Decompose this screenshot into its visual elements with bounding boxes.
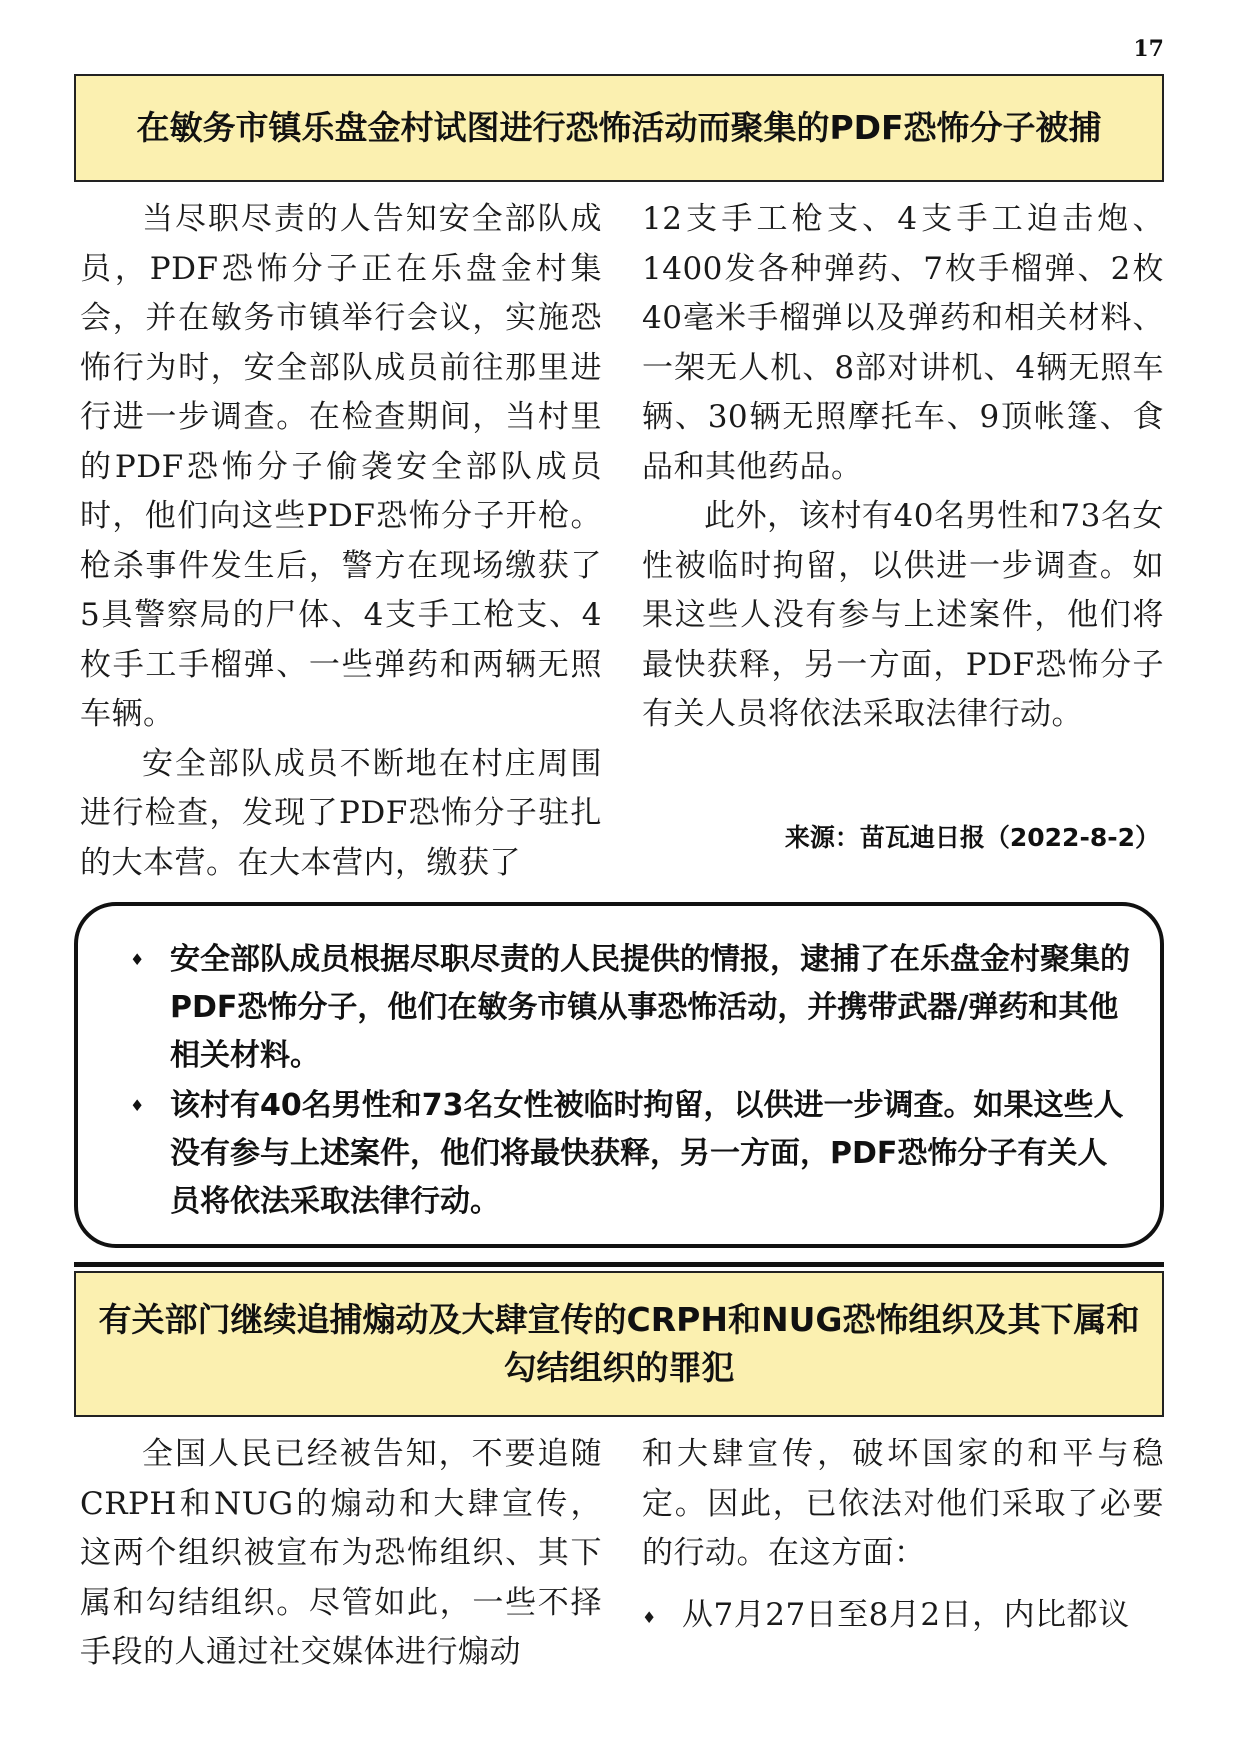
- article-headline: [74, 74, 1164, 182]
- list-item: [642, 1591, 1164, 1641]
- diamond-bullet-icon: ♦: [642, 1607, 657, 1627]
- summary-box: [74, 902, 1164, 1248]
- summary-item-text: 安全部队成员根据尽职尽责的人民提供的情报，逮捕了在乐盘金村聚集的PDF恐怖分子，他们在敏务市镇从事恐怖活动，并携带武器/弹药和其他相关材料。: [170, 942, 1130, 1073]
- paragraph: 当尽职尽责的人告知安全部队成员，PDF恐怖分子正在乐盘金村集会，并在敏务市镇举行会议，实施恐怖行为时，安全部队成员前往那里进行进一步调查。在检查期间，当村里的PDF恐怖分子偷袭安全部队成员时，他们向这些PDF恐怖分子开枪。枪杀事件发生后，警方在现场缴获了5具警察局的尸体、4支手工枪支、4枚手工手榴弹、一些弹药和两辆无照车辆。: [80, 201, 602, 732]
- diamond-bullet-icon: ♦: [130, 1096, 145, 1115]
- diamond-bullet-icon: ♦: [130, 950, 145, 969]
- list-item-text: 从7月27日至8月2日，内比都议: [682, 1596, 1130, 1633]
- paragraph: 安全部队成员不断地在村庄周围进行检查，发现了PDF恐怖分子驻扎的大本营。在大本营内，缴获了: [80, 745, 602, 881]
- headline-text: 有关部门继续追捕煽动及大肆宣传的CRPH和NUG恐怖组织及其下属和勾结组织的罪犯: [98, 1300, 1140, 1387]
- page-number: 17: [1133, 36, 1164, 62]
- source-citation: 来源：苗瓦迪日报（2022-8-2）: [784, 823, 1160, 852]
- paragraph: 12支手工枪支、4支手工迫击炮、1400发各种弹药、7枚手榴弹、2枚40毫米手榴弹以及弹药和相关材料、一架无人机、8部对讲机、4辆无照车辆、30辆无照摩托车、9顶帐篷、食品和其他药品。: [642, 201, 1164, 485]
- summary-list: [108, 936, 1130, 1226]
- headline-text: 在敏务市镇乐盘金村试图进行恐怖活动而聚集的PDF恐怖分子被捕: [136, 108, 1102, 148]
- paragraph: 全国人民已经被告知，不要追随CRPH和NUG的煽动和大肆宣传，这两个组织被宣布为恐怖组织、其下属和勾结组织。尽管如此，一些不择手段的人通过社交媒体进行煽动: [80, 1436, 602, 1670]
- summary-item-text: 该村有40名男性和73名女性被临时拘留，以供进一步调查。如果这些人没有参与上述案件，他们将最快获释，另一方面，PDF恐怖分子有关人员将依法采取法律行动。: [170, 1088, 1124, 1219]
- section-divider: [74, 1262, 1164, 1267]
- article-left-column: [80, 1430, 602, 1678]
- paragraph: 和大肆宣传，破坏国家的和平与稳定。因此，已依法对他们采取了必要的行动。在这方面：: [642, 1436, 1164, 1571]
- article-left-column: [80, 195, 602, 888]
- summary-item: [108, 1082, 1130, 1226]
- bullet-list: [642, 1591, 1164, 1641]
- paragraph: 此外，该村有40名男性和73名女性被临时拘留，以供进一步调查。如果这些人没有参与上述案件，他们将最快获释，另一方面，PDF恐怖分子有关人员将依法采取法律行动。: [642, 498, 1164, 732]
- article-headline: [74, 1271, 1164, 1417]
- summary-item: [108, 936, 1130, 1080]
- article-right-column: [642, 195, 1164, 740]
- article-right-column: [642, 1430, 1164, 1640]
